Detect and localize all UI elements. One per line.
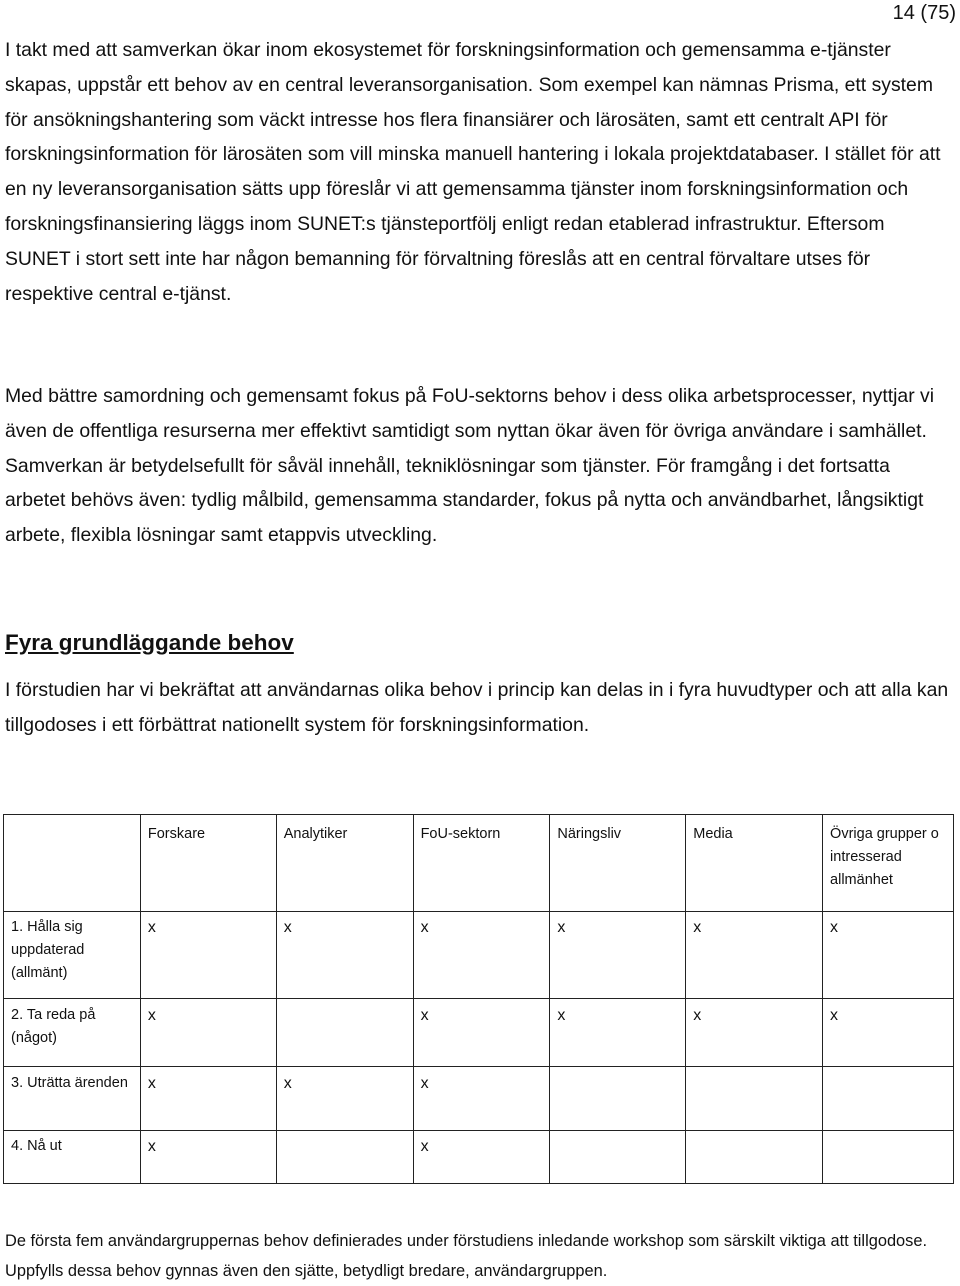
header-cell: Forskare (140, 815, 276, 912)
table-cell (276, 999, 413, 1067)
table-cell (276, 1131, 413, 1184)
table-cell: x (823, 999, 954, 1067)
table-cell: x (550, 912, 686, 999)
header-cell: Analytiker (276, 815, 413, 912)
table-cell: x (413, 999, 550, 1067)
row-label: 4. Nå ut (4, 1131, 141, 1184)
table-cell: x (140, 999, 276, 1067)
section-heading: Fyra grundläggande behov (5, 630, 294, 655)
table-cell: x (413, 912, 550, 999)
paragraph-leveransorganisation: I takt med att samverkan ökar inom ekosystemet för forskningsinformation och gemensamma e-tjänster skapas, uppstår ett behov av en central leveransorganisation. Som exempel kan nämnas Prisma, ett system för ansökningshantering som väckt intresse hos flera finansiärer och lärosäten, samt ett centralt API för forskningsinformation för lärosäten som vill minska manuell hantering i lokala projektdatabaser. I stället för att en ny leveransorganisation sätts upp föreslår vi att gemensamma tjänster inom forskningsinformation och forskningsfinansiering läggs inom SUNET:s tjänsteportfölj enligt redan etablerad infrastruktur. Eftersom SUNET i stort sett inte har någon bemanning för förvaltning föreslås att en central förvaltare utses för respektive central e-tjänst. (5, 39, 941, 305)
table-cell: x (276, 1067, 413, 1131)
header-cell: FoU-sektorn (413, 815, 550, 912)
row-label: 2. Ta reda på (något) (4, 999, 141, 1067)
table-cell (823, 1131, 954, 1184)
row-label: 3. Uträtta ärenden (4, 1067, 141, 1131)
table-cell: x (686, 999, 823, 1067)
table-cell: x (823, 912, 954, 999)
table-cell: x (140, 912, 276, 999)
table-cell: x (413, 1067, 550, 1131)
table-cell (823, 1067, 954, 1131)
footnote: De första fem användargruppernas behov definierades under förstudiens inledande workshop som särskilt viktiga att tillgodose. Uppfylls dessa behov gynnas även den sjätte, betydligt bredare, användargruppen. (5, 1232, 928, 1280)
table-row (4, 999, 954, 1067)
table-row (4, 1131, 954, 1184)
table-cell: x (686, 912, 823, 999)
header-cell: Media (686, 815, 823, 912)
paragraph-samordning: Med bättre samordning och gemensamt fokus på FoU-sektorns behov i dess olika arbetsprocesser, nyttjar vi även de offentliga resurserna mer effektivt samtidigt som nyttan ökar även för övriga användare i samhället. Samverkan är betydelsefullt för såväl innehåll, tekniklösningar som tjänster. För framgång i det fortsatta arbetet behövs även: tydlig målbild, gemensamma standarder, fokus på nytta och användbarhet, långsiktigt arbete, flexibla lösningar samt etappvis utveckling. (5, 385, 935, 547)
table-header-row (4, 815, 954, 912)
table-row (4, 912, 954, 999)
table-cell (550, 1067, 686, 1131)
table-cell: x (276, 912, 413, 999)
needs-table (3, 814, 954, 1184)
header-cell (4, 815, 141, 912)
table-cell: x (550, 999, 686, 1067)
table-cell: x (413, 1131, 550, 1184)
table-cell (686, 1131, 823, 1184)
paragraph-forstudien: I förstudien har vi bekräftat att användarnas olika behov i princip kan delas in i fyra huvudtyper och att alla kan tillgodoses i ett förbättrat nationellt system för forskningsinformation. (5, 679, 949, 736)
table-cell (686, 1067, 823, 1131)
table-cell (550, 1131, 686, 1184)
table-cell: x (140, 1067, 276, 1131)
row-label: 1. Hålla sig uppdaterad (allmänt) (4, 912, 141, 999)
header-cell: Övriga grupper o intresserad allmänhet (823, 815, 954, 912)
page-number: 14 (75) (892, 2, 956, 24)
table-row (4, 1067, 954, 1131)
table-cell: x (140, 1131, 276, 1184)
header-cell: Näringsliv (550, 815, 686, 912)
